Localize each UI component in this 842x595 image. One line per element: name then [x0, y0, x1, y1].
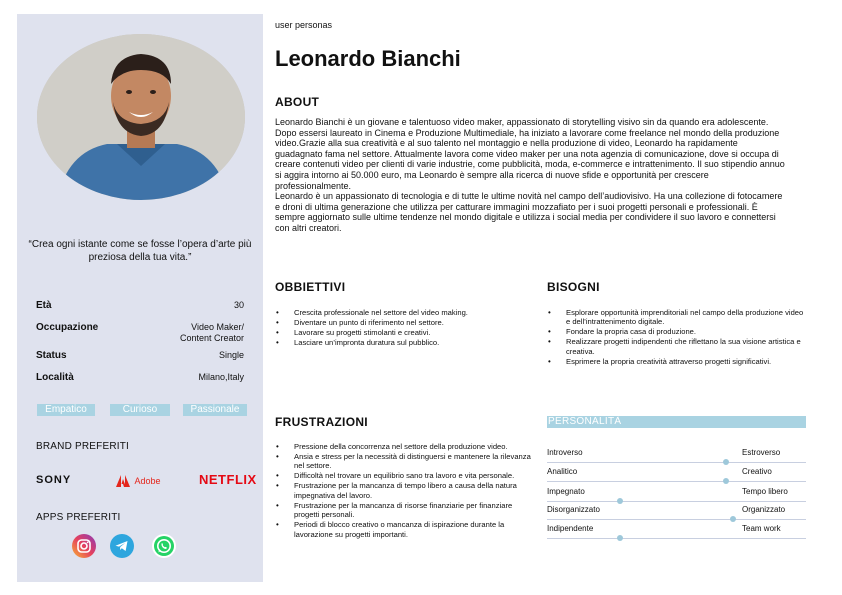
needs-list [548, 308, 806, 367]
adobe-icon [116, 474, 130, 488]
fact-label: Occupazione [36, 322, 99, 333]
list-item: • Realizzare progetti indipendenti che riflettano la sua visione artistica e creativa. [548, 337, 806, 356]
about-paragraph: Leonardo è un appassionato di tecnologia e di tutte le ultime novità nel campo dell’audiovisivo. Ha una collezione di fotocamere e droni di ultima generazione che utilizza per catturare immagini mozzafiato per i suoi progetti personali e professionali. È sempre aggiornato sulle ultime tendenze nel mondo digitale e utilizza i social media per condividere il suo lavoro e connettersi con altri creatori. [275, 191, 783, 233]
personality-scale [547, 467, 806, 487]
scale-right-label: Tempo libero [742, 487, 788, 496]
scale-track [547, 501, 806, 502]
scale-right-label: Creativo [742, 467, 772, 476]
needs-title: BISOGNI [547, 280, 600, 294]
scale-right-label: Team work [742, 524, 781, 533]
brand-netflix-logo: NETFLIX [199, 472, 257, 487]
profile-photo [37, 34, 245, 200]
apps-title: APPS PREFERITI [36, 512, 121, 523]
scale-marker [723, 459, 729, 465]
frustrations-title: FRUSTRAZIONI [275, 415, 368, 429]
list-item: • Frustrazione per la mancanza di tempo libero a causa della natura impegnativa del lavoro. [276, 481, 534, 500]
trait-badge: Curioso [110, 404, 170, 416]
list-item: • Ansia e stress per la necessità di distinguersi e mantenere la rilevanza nel settore. [276, 452, 534, 471]
frustrations-list [276, 442, 534, 540]
list-item: • Diventare un punto di riferimento nel settore. [276, 318, 516, 327]
list-item: • Periodi di blocco creativo o mancanza di ispirazione durante la lavorazione su progetti importanti. [276, 520, 534, 539]
list-item: • Esplorare opportunità imprenditoriali nel campo della produzione video e dell’intrattenimento digitale. [548, 308, 806, 327]
about-text [275, 117, 787, 234]
persona-name: Leonardo Bianchi [275, 46, 461, 71]
personality-scale [547, 448, 806, 468]
about-title: ABOUT [275, 95, 320, 109]
goals-list [276, 308, 516, 348]
scale-right-label: Estroverso [742, 448, 781, 457]
fact-value: Single [218, 350, 244, 360]
whatsapp-icon [152, 534, 176, 558]
about-paragraph: Leonardo Bianchi è un giovane e talentuoso video maker, appassionato di storytelling visivo sin da quando era adolescente. Dopo essersi laureato in Cinema e Produzione Multimediale, ha iniziato a lavorare come freelance nel mondo della produzione video.Grazie alla sua creatività e al suo talento nel montaggio e nella produzione di video, Leonardo ha rapidamente guadagnato fama nel settore. Attualmente lavora come video maker per una nota agenzia di comunicazione, dove si occupa di creare contenuti video per clienti di varie industrie, come pubblicità, moda, e-commerce e intrattenimento. Il suo stipendio annuo si aggira intorno ai 50.000 euro, ma Leonardo è sempre alla ricerca di nuove sfide e opportunità per crescere professionalmente. [275, 117, 785, 191]
adobe-label: Adobe [134, 475, 161, 486]
brand-sony-logo: SONY [36, 474, 72, 486]
profile-sidebar [17, 14, 263, 582]
list-item: • Frustrazione per la mancanza di risorse finanziarie per finanziare progetti personali. [276, 501, 534, 520]
list-item: • Lasciare un’impronta duratura sul pubblico. [276, 338, 516, 347]
fact-value: 30 [233, 300, 244, 310]
brand-list [36, 472, 257, 488]
scale-marker [723, 478, 729, 484]
goals-title: OBBIETTIVI [275, 280, 346, 294]
scale-left-label: Analitico [547, 467, 578, 476]
trait-badge: Passionale [183, 404, 247, 416]
list-item: • Esprimere la propria creatività attraverso progetti significativi. [548, 357, 806, 366]
app-list [72, 534, 182, 560]
instagram-icon [72, 534, 96, 558]
list-item: • Difficoltà nel trovare un equilibrio sano tra lavoro e vita personale. [276, 471, 534, 480]
list-item: • Pressione della concorrenza nel settore della produzione video. [276, 442, 534, 451]
scale-track [547, 481, 806, 482]
personality-scale [547, 524, 806, 544]
list-item: • Crescita professionale nel settore del video making. [276, 308, 516, 317]
scale-marker [730, 516, 736, 522]
fact-value: Milano,Italy [198, 372, 244, 382]
scale-left-label: Indipendente [547, 524, 594, 533]
scale-left-label: Disorganizzato [547, 505, 600, 514]
scale-right-label: Organizzato [742, 505, 786, 514]
list-item: • Fondare la propria casa di produzione. [548, 327, 806, 336]
personality-scale [547, 505, 806, 525]
personality-scale [547, 487, 806, 507]
list-item: • Lavorare su progetti stimolanti e creativi. [276, 328, 516, 337]
portrait-illustration [37, 34, 245, 200]
fact-label: Località [36, 372, 74, 383]
scale-marker [617, 535, 623, 541]
trait-badge: Empatico [37, 404, 95, 416]
scale-track [547, 538, 806, 539]
telegram-icon [110, 534, 134, 558]
fact-label: Età [36, 300, 52, 311]
trait-badges [37, 404, 247, 416]
fact-label: Status [36, 350, 67, 361]
brand-adobe [116, 472, 160, 490]
page-tag: user personas [275, 20, 333, 30]
fact-value: Video Maker/ Content Creator [179, 322, 244, 343]
profile-quote: “Crea ogni istante come se fosse l’opera d’arte più preziosa della tua vita.” [28, 239, 252, 263]
brands-title: BRAND PREFERITI [36, 441, 130, 452]
scale-marker [617, 498, 623, 504]
scale-left-label: Introverso [547, 448, 583, 457]
scale-track [547, 519, 806, 520]
scale-track [547, 462, 806, 463]
scale-left-label: Impegnato [547, 487, 585, 496]
personality-title: PERSONALITÀ [547, 416, 806, 428]
